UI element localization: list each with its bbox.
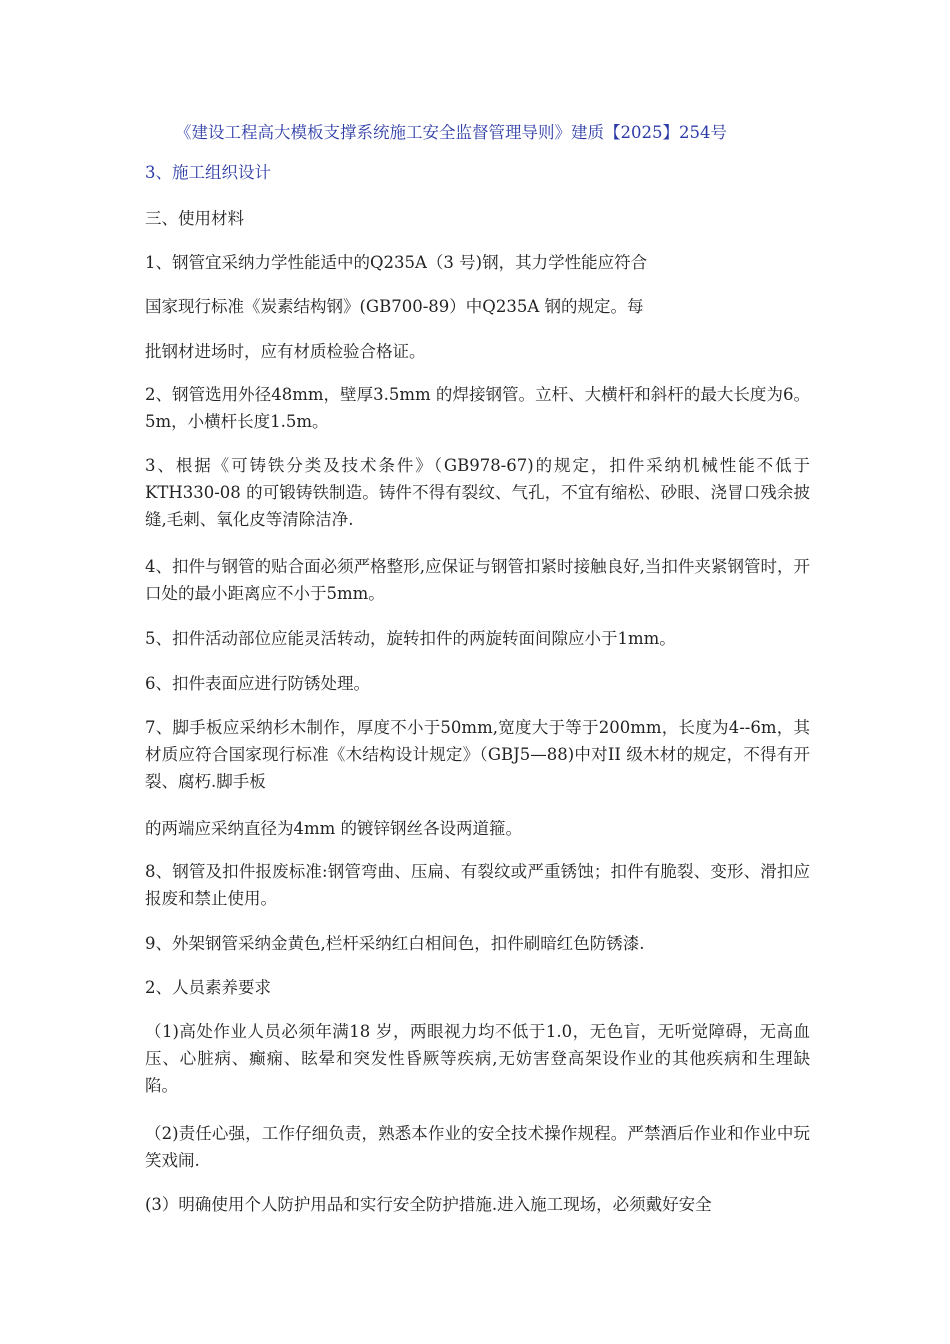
paragraph-1-line-1: 1、钢管宜采纳力学性能适中的Q235A（3 号)钢，其力学性能应符合 [145, 253, 648, 272]
paragraph-7: 7、脚手板应采纳杉木制作，厚度不小于50mm,宽度大于等于200mm，长度为4--6m，其材质应符合国家现行标准《木结构设计规定》（GBJ5—88)中对II 级木材的规定，不得有开裂、腐朽.脚手板 [145, 718, 810, 791]
paragraph-9: 9、外架钢管采纳金黄色,栏杆采纳红白相间色，扣件刷暗红色防锈漆. [145, 934, 645, 953]
section-link[interactable]: 3、施工组织设计 [145, 163, 271, 182]
paragraph-2: 2、钢管选用外径48mm，壁厚3.5mm 的焊接钢管。立杆、大横杆和斜杆的最大长度为6。5m，小横杆长度1.5m。 [145, 385, 810, 431]
reference-title-link[interactable]: 《建设工程高大模板支撑系统施工安全监督管理导则》建质【2025】254号 [175, 123, 727, 142]
paragraph-8: 8、钢管及扣件报废标准:钢管弯曲、压扁、有裂纹或严重锈蚀；扣件有脆裂、变形、滑扣应报废和禁止使用。 [145, 862, 810, 908]
requirement-3: (3）明确使用个人防护用品和实行安全防护措施.进入施工现场，必须戴好安全 [145, 1195, 712, 1214]
paragraph-3: 3、根据《可铸铁分类及技术条件》（GB978-67)的规定，扣件采纳机械性能不低于KTH330-08 的可锻铸铁制造。铸件不得有裂纹、气孔，不宜有缩松、砂眼、浇冒口残余披缝,毛刺、氧化皮等清除洁净. [145, 456, 810, 529]
paragraph-6: 6、扣件表面应进行防锈处理。 [145, 674, 370, 693]
paragraph-1-line-3: 批钢材进场时，应有材质检验合格证。 [145, 342, 426, 361]
paragraph-5: 5、扣件活动部位应能灵活转动，旋转扣件的两旋转面间隙应小于1mm。 [145, 629, 676, 648]
requirement-2: （2)责任心强，工作仔细负责，熟悉本作业的安全技术操作规程。严禁酒后作业和作业中玩笑戏闹. [145, 1124, 810, 1170]
section-title: 三、使用材料 [145, 209, 244, 228]
paragraph-1-line-2: 国家现行标准《炭素结构钢》(GB700-89）中Q235A 钢的规定。每 [145, 297, 644, 316]
paragraph-4: 4、扣件与钢管的贴合面必须严格整形,应保证与钢管扣紧时接触良好,当扣件夹紧钢管时，开口处的最小距离应不小于5mm。 [145, 557, 810, 603]
personnel-section-title: 2、人员素养要求 [145, 978, 271, 997]
requirement-1: （1)高处作业人员必须年满18 岁，两眼视力均不低于1.0，无色盲，无听觉障碍，无高血压、心脏病、癫痫、眩晕和突发性昏厥等疾病,无妨害登高架设作业的其他疾病和生理缺陷。 [145, 1022, 810, 1095]
paragraph-7-continuation: 的两端应采纳直径为4mm 的镀锌钢丝各设两道箍。 [145, 819, 523, 838]
